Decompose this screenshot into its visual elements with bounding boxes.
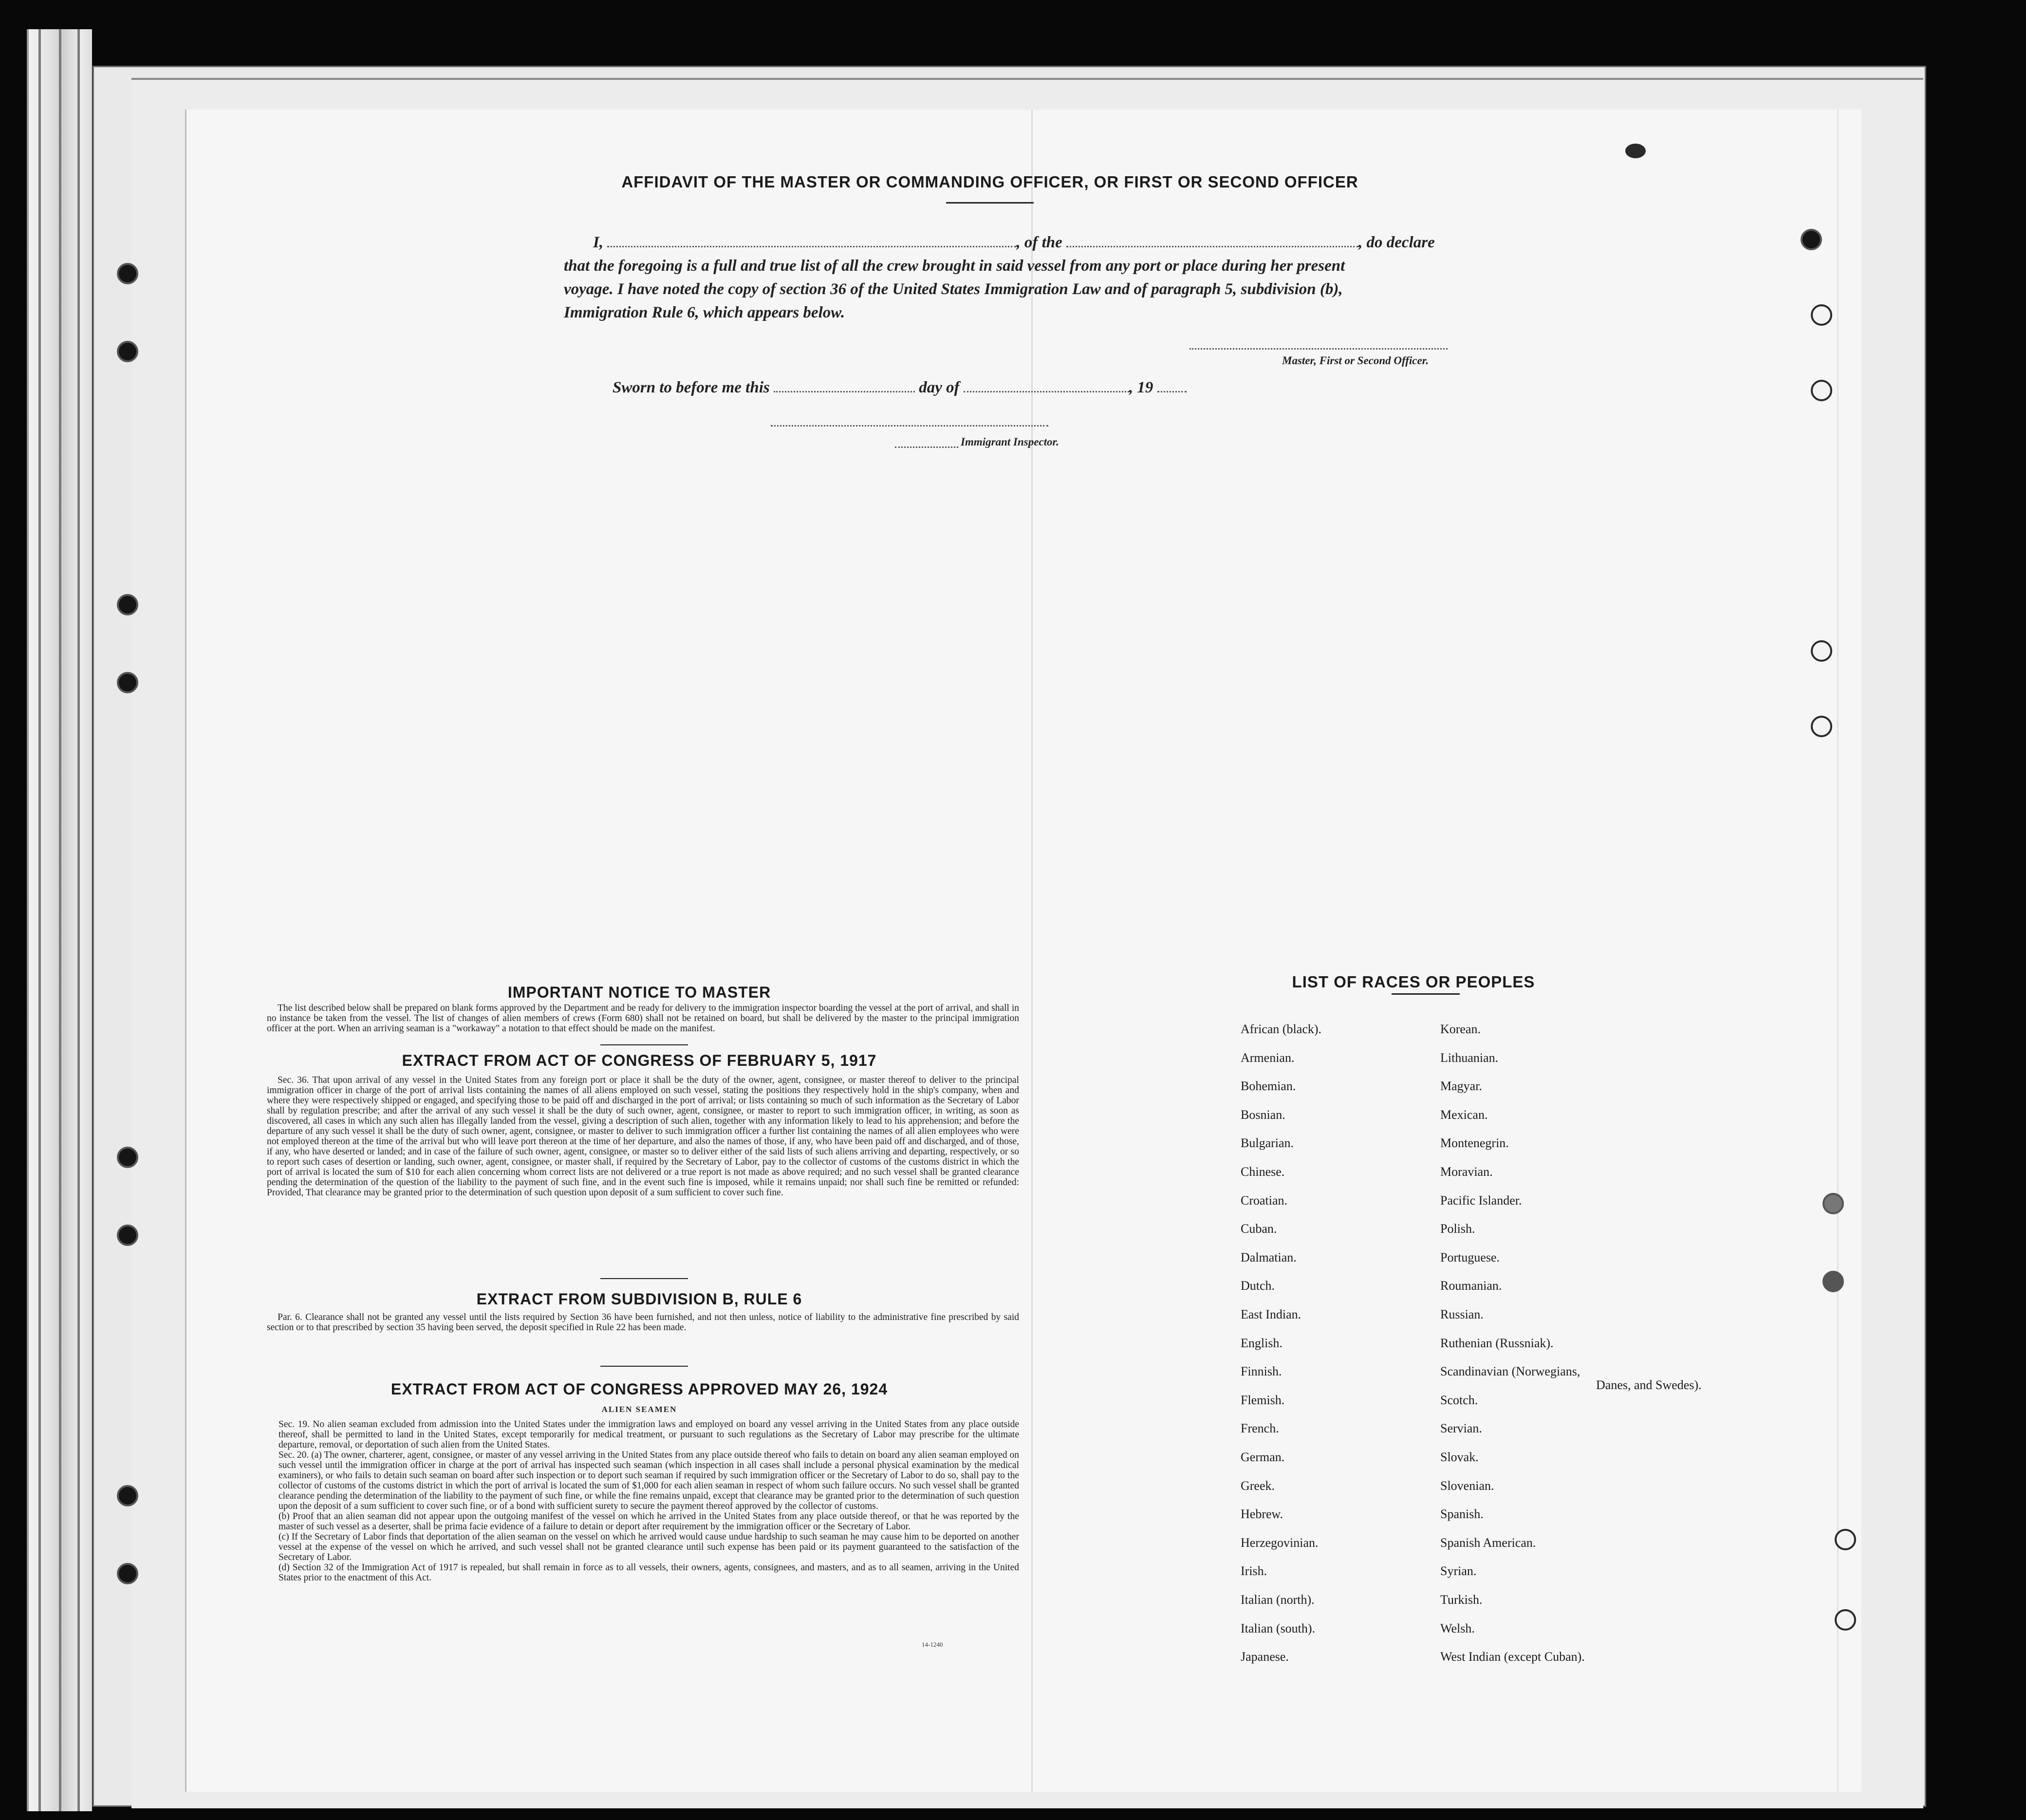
race-left-item: Italian (north). — [1241, 1593, 1315, 1607]
race-left-item: Finnish. — [1241, 1364, 1282, 1378]
punch-hole — [1811, 380, 1832, 401]
affidavit-line-4: Immigration Rule 6, which appears below. — [564, 304, 845, 321]
sworn-line — [613, 379, 1187, 397]
race-right-item: Polish. — [1440, 1222, 1475, 1236]
affidavit-page — [185, 110, 1861, 1792]
sworn-year-blank[interactable] — [1157, 379, 1187, 392]
race-right-item: Portuguese. — [1440, 1250, 1500, 1264]
race-right-item: Scandinavian (Norwegians, — [1440, 1364, 1580, 1378]
section-rule — [600, 1366, 688, 1367]
sec-20d-text: (d) Section 32 of the Immigration Act of 1917 is repealed, but shall remain in force as to all vessels, their owners, agents, consignees, and masters, and as to all seamen, arriving in the United States prior to the enactment of this Act. — [279, 1562, 1019, 1583]
master-caption: Master, First or Second Officer. — [1282, 354, 1429, 367]
race-left-item: Bohemian. — [1241, 1079, 1296, 1093]
extract-1924-title: EXTRACT FROM ACT OF CONGRESS APPROVED MAY 26, 1924 — [390, 1380, 888, 1398]
affidavit-i: I, — [593, 234, 604, 251]
race-left-item: Italian (south). — [1241, 1621, 1316, 1635]
extract-1924-body — [267, 1419, 1019, 1583]
race-right-item: Ruthenian (Russniak). — [1440, 1336, 1554, 1350]
race-right-item: Roumanian. — [1440, 1279, 1502, 1293]
form-number: 14-1240 — [922, 1641, 943, 1648]
extract-rule6-text: Par. 6. Clearance shall not be granted any vessel until the lists required by Section 36 have been furnished, and not then unless, notice of liability to the administrative fine prescribed by said section or to that prescribed by section 35 having been served, the deposit specified in Rule 22 has been made. — [267, 1312, 1019, 1333]
affidavit-of-the: , of the — [1016, 234, 1062, 251]
affidavit-line-2: that the foregoing is a full and true list of all the crew brought in said vessel from any port or place during her present — [564, 257, 1345, 275]
sworn-day-of: day of — [919, 379, 960, 396]
race-right-item: Welsh. — [1440, 1621, 1475, 1635]
race-left-item: Irish. — [1241, 1564, 1267, 1578]
section-rule — [600, 1278, 688, 1279]
notice-title: IMPORTANT NOTICE TO MASTER — [507, 984, 771, 1001]
title-rule — [946, 202, 1034, 204]
race-right-item: Servian. — [1440, 1421, 1482, 1435]
races-title-rule — [1392, 993, 1460, 995]
sec-20b-text: (b) Proof that an alien seaman did not appear upon the outgoing manifest of the vessel on which he arrived in the United States from any place outside thereof, or that he was reported by the master of such vessel as a deserter, shall be prima facie evidence of a failure to detain or deport after requirement by the immigration officer or the Secretary of Labor. — [279, 1511, 1019, 1532]
race-left-item: Cuban. — [1241, 1222, 1277, 1236]
race-right-item: Pacific Islander. — [1440, 1193, 1522, 1207]
race-left-item: Bosnian. — [1241, 1108, 1285, 1122]
sworn-month-blank[interactable] — [964, 379, 1129, 392]
ink-smudge — [1625, 144, 1646, 158]
affidavit-line-3: voyage. I have noted the copy of section 36 of the United States Immigration Law and of paragraph 5, subdivision (b), — [564, 280, 1343, 298]
section-rule — [600, 1044, 688, 1045]
name-blank[interactable] — [607, 234, 1016, 247]
sec-20c-text: (c) If the Secretary of Labor finds that deportation of the alien seaman on the vessel on which he arrived would cause undue hardship to such seaman he may cause him to be deported on another vessel at the expense of the vessel on which he arrived, and such vessel shall not be granted clearance until such expense has been paid or its payment guaranteed to the satisfaction of the Secretary of Labor. — [279, 1532, 1019, 1562]
race-left-item: English. — [1241, 1336, 1283, 1350]
punch-hole — [1811, 304, 1832, 326]
race-left-item: German. — [1241, 1450, 1285, 1464]
race-left-item: African (black). — [1241, 1022, 1322, 1036]
affidavit-title: AFFIDAVIT OF THE MASTER OR COMMANDING OFFICER, OR FIRST OR SECOND OFFICER — [621, 173, 1358, 191]
race-left-item: Dutch. — [1241, 1279, 1275, 1293]
race-left-item: Flemish. — [1241, 1393, 1285, 1407]
master-signature-line[interactable] — [1190, 348, 1448, 350]
inspector-caption: Immigrant Inspector. — [961, 436, 1059, 448]
binder-hole — [117, 672, 138, 693]
race-left-item: French. — [1241, 1421, 1279, 1435]
punch-hole — [1822, 1271, 1844, 1292]
race-right-item: Scotch. — [1440, 1393, 1478, 1407]
binder-hole — [117, 1225, 138, 1246]
race-right-item: Mexican. — [1440, 1108, 1488, 1122]
race-scandinavian-continued: Danes, and Swedes). — [1596, 1378, 1702, 1392]
race-left-item: Herzegovinian. — [1241, 1536, 1319, 1550]
race-right-item: Lithuanian. — [1440, 1051, 1499, 1065]
race-left-item: Hebrew. — [1241, 1507, 1283, 1521]
race-right-item: Spanish. — [1440, 1507, 1484, 1521]
inspector-signature-lead — [895, 446, 958, 448]
race-right-item: Korean. — [1440, 1022, 1481, 1036]
race-right-item: Slovak. — [1440, 1450, 1479, 1464]
binder-hole — [117, 1485, 138, 1506]
binder-edge — [27, 29, 92, 1811]
race-left-item: Japanese. — [1241, 1650, 1289, 1664]
binder-hole — [117, 1147, 138, 1168]
race-right-item: Slovenian. — [1440, 1479, 1494, 1493]
vessel-blank[interactable] — [1066, 234, 1358, 247]
race-right-item: Syrian. — [1440, 1564, 1477, 1578]
extract-1917-title: EXTRACT FROM ACT OF CONGRESS OF FEBRUARY 5, 1917 — [402, 1052, 877, 1069]
punch-hole — [1835, 1609, 1856, 1631]
inspector-signature-line[interactable] — [771, 425, 1048, 427]
sworn-year: , 19 — [1129, 379, 1153, 396]
race-left-item: Bulgarian. — [1241, 1136, 1294, 1150]
extract-rule6-title: EXTRACT FROM SUBDIVISION B, RULE 6 — [476, 1290, 802, 1308]
punch-hole — [1811, 716, 1832, 737]
binder-hole — [117, 263, 138, 284]
binder-hole — [117, 1563, 138, 1584]
notice-text: The list described below shall be prepared on blank forms approved by the Department and be ready for delivery to the immigration inspector boarding the vessel at the port of arrival, and shall in no instance be taken from the vessel. The list of changes of alien members of crews (Form 680) shall not be retained on board, but shall be delivered by the master to the principal immigration officer at the port. When an arriving seaman is a "workaway" a notation to that effect should be made on the manifest. — [267, 1003, 1019, 1034]
affidavit-line-1 — [593, 234, 1435, 252]
races-title: LIST OF RACES OR PEOPLES — [1292, 973, 1535, 991]
sworn-day-blank[interactable] — [774, 379, 915, 392]
extract-1917-text: Sec. 36. That upon arrival of any vessel in the United States from any foreign port or place it shall be the duty of the owner, agent, consignee, or master thereof to deliver to the principal immigration officer in charge of the port of arrival lists containing the names of all aliens employed on such vessel, stating the positions they respectively hold in the ship's company, when and where they were respectively shipped or engaged, and specifying those to be paid off and discharged in the port of arrival; or lists containing so much of such information as the Secretary of Labor shall by regulation prescribe; and after the arrival of any such vessel it shall be the duty of such owner, agent, consignee, or master to report to such immigration officer, in writing, as soon as discovered, all cases in which any such alien has illegally landed from the vessel, giving a description of such alien, together with any information likely to lead to his apprehension; and before the departure of any such vessel it shall be the duty of such owner, agent, consignee, or master to deliver to such immigration officer a further list containing the names of all alien employees who were not employed thereon at the time of the arrival but who will leave port thereon at the time of her departure, and also the names of those, if any, who have been paid off and discharged, and of those, if any, who have deserted or landed; and in case of the failure of such owner, agent, consignee, or master so to deliver either of the said lists of such aliens arriving and departing, respectively, or so to report such cases of desertion or landing, such owner, agent, consignee, or master shall, if required by the Secretary of Labor, pay to the collector of customs of the customs district in which the port of arrival is located the sum of $10 for each alien concerning whom correct lists are not delivered or a true report is not made as above required; and no such vessel shall be granted clearance pending the determination of the question of the liability to the payment of such fine, and in the event such fine is imposed, while it remains unpaid; nor shall such fine be remitted or refunded: Provided, That clearance may be granted prior to the determination of such question upon deposit of a sum sufficient to cover such fine. — [267, 1075, 1019, 1198]
binder-hole — [117, 594, 138, 615]
race-right-item: Magyar. — [1440, 1079, 1482, 1093]
race-right-item: Montenegrin. — [1440, 1136, 1509, 1150]
race-right-item: Moravian. — [1440, 1165, 1493, 1179]
race-right-item: West Indian (except Cuban). — [1440, 1650, 1585, 1664]
punch-hole — [1822, 1193, 1844, 1214]
race-left-item: Greek. — [1241, 1479, 1275, 1493]
race-left-item: Croatian. — [1241, 1193, 1288, 1207]
race-left-item: Dalmatian. — [1241, 1250, 1297, 1264]
race-right-item: Russian. — [1440, 1307, 1484, 1321]
race-right-item: Turkish. — [1440, 1593, 1483, 1607]
punch-hole — [1811, 640, 1832, 662]
affidavit-do-declare: , do declare — [1358, 234, 1435, 251]
race-left-item: Chinese. — [1241, 1165, 1285, 1179]
page-fold — [1031, 110, 1033, 1792]
sec-20a-text: Sec. 20. (a) The owner, charterer, agent, consignee, or master of any vessel arriving in the United States from any place outside thereof who fails to detain on board any alien seaman employed on such vessel until the immigration officer in charge at the port of arrival has inspected such seaman (which inspection in all cases shall include a personal physical examination by the medical examiners), or who fails to detain such seaman on board after such inspection or to deport such seaman if required by such immigration officer or the Secretary of Labor to do so, shall pay to the collector of customs of the customs district in which the port of arrival is located the sum of $1,000 for each alien seaman in respect of whom such failure occurs. No such vessel shall be granted clearance pending the determination of the liability to the payment of such fine, or while the fine remains unpaid, except that clearance may be granted prior to the determination of such question upon the deposit of a sum sufficient to cover such fine, or of a bond with sufficient surety to secure the payment thereof approved by the collector of customs. — [279, 1450, 1019, 1511]
punch-hole — [1835, 1529, 1856, 1550]
race-left-item: Armenian. — [1241, 1051, 1295, 1065]
alien-seamen-subtitle: ALIEN SEAMEN — [601, 1405, 677, 1414]
binder-hole — [117, 341, 138, 362]
punch-hole — [1801, 229, 1822, 250]
sec-19-text: Sec. 19. No alien seaman excluded from admission into the United States under the immigration laws and employed on board any vessel arriving in the United States from any place outside thereof, shall be permitted to land in the United States, except temporarily for medical treatment, or pursuant to such regulations as the Secretary of Labor may prescribe for the ultimate departure, removal, or deportation of such alien from the United States. — [279, 1419, 1019, 1450]
sworn-prefix: Sworn to before me this — [613, 379, 770, 396]
race-right-item: Spanish American. — [1440, 1536, 1536, 1550]
race-left-item: East Indian. — [1241, 1307, 1301, 1321]
